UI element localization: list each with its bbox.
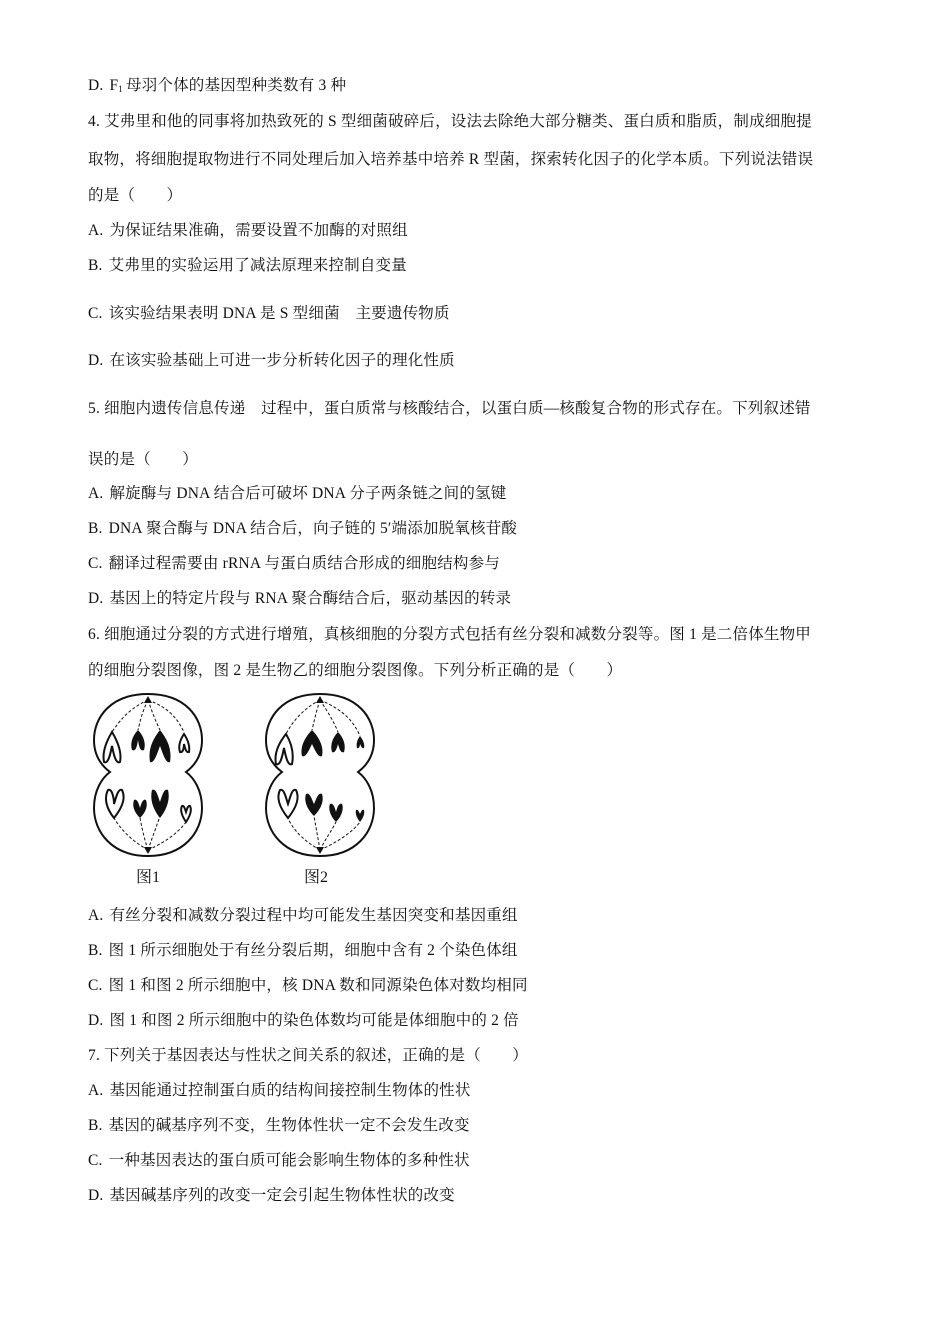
q5-stem-line-2: 误的是（ ）: [88, 451, 198, 468]
option-label: C.: [88, 555, 103, 572]
q6-option-b: [88, 941, 518, 961]
figure-2-cell-diagram: [260, 690, 380, 862]
q4-option-c: [88, 304, 450, 324]
q4-option-d: [88, 351, 455, 371]
option-text: 基因的碱基序列不变，生物体性状一定不会发生改变: [108, 1117, 470, 1134]
q7-option-b: [88, 1116, 470, 1136]
q6-stem-line-1: 6. 细胞通过分裂的方式进行增殖，真核细胞的分裂方式包括有丝分裂和减数分裂等。图 1 是二倍体生物甲: [88, 626, 812, 643]
q5-option-c: [88, 554, 500, 574]
option-text: 该实验结果表明 DNA 是 S 型细菌 主要遗传物质: [108, 305, 450, 322]
option-label: D.: [88, 1012, 104, 1029]
option-label: B.: [88, 1117, 103, 1134]
option-text: 一种基因表达的蛋白质可能会影响生物体的多种性状: [108, 1152, 470, 1169]
option-label: C.: [88, 1152, 103, 1169]
q4-stem-line-3: 的是（ ）: [88, 187, 183, 204]
q7-option-c: [88, 1151, 470, 1171]
option-label: A.: [88, 1082, 104, 1099]
option-text: 基因碱基序列的改变一定会引起生物体性状的改变: [109, 1187, 455, 1204]
option-text: 图 1 和图 2 所示细胞中，核 DNA 数和同源染色体对数均相同: [108, 977, 528, 994]
q5-stem-line-1: 5. 细胞内遗传信息传递 过程中，蛋白质常与核酸结合，以蛋白质—核酸复合物的形式存在。下列叙述错: [88, 400, 811, 417]
f1-subscript: 1: [118, 84, 123, 94]
option-label: C.: [88, 305, 103, 322]
figure-1-cell-diagram: [90, 690, 206, 862]
q4-option-a: [88, 221, 408, 241]
option-label: D.: [88, 352, 104, 369]
option-text: 解旋酶与 DNA 结合后可破坏 DNA 分子两条链之间的氢键: [109, 485, 507, 502]
option-text: 在该实验基础上可进一步分析转化因子的理化性质: [109, 352, 455, 369]
option-label: D.: [88, 1187, 104, 1204]
q6-option-c: [88, 976, 528, 996]
option-label: D.: [88, 590, 104, 607]
f1-symbol: F: [109, 77, 119, 94]
q6-option-a: [88, 906, 518, 926]
option-text: 图 1 和图 2 所示细胞中的染色体数均可能是体细胞中的 2 倍: [109, 1012, 519, 1029]
option-label: B.: [88, 942, 103, 959]
option-label: B.: [88, 257, 103, 274]
q7-option-d: [88, 1186, 455, 1206]
option-label: C.: [88, 977, 103, 994]
q5-option-d: [88, 589, 511, 609]
option-label: A.: [88, 907, 104, 924]
cell-division-figure: [88, 690, 388, 890]
option-text: 翻译过程需要由 rRNA 与蛋白质结合形成的细胞结构参与: [108, 555, 501, 572]
option-text: DNA 聚合酶与 DNA 结合后，向子链的 5′端添加脱氧核苷酸: [108, 520, 518, 537]
q5-option-a: [88, 484, 506, 504]
option-text: 图 1 所示细胞处于有丝分裂后期，细胞中含有 2 个染色体组: [108, 942, 518, 959]
q7-option-a: [88, 1081, 471, 1101]
option-text: 基因上的特定片段与 RNA 聚合酶结合后，驱动基因的转录: [109, 590, 512, 607]
q6-option-d: [88, 1011, 519, 1031]
q3-option-d: [88, 76, 346, 99]
option-text: 基因能通过控制蛋白质的结构间接控制生物体的性状: [109, 1082, 471, 1099]
option-label: B.: [88, 520, 103, 537]
option-label: D.: [88, 77, 104, 94]
q4-stem-line-2: 取物，将细胞提取物进行不同处理后加入培养基中培养 R 型菌，探索转化因子的化学本质。下列说法错误: [88, 151, 814, 168]
q7-stem-line-1: 7. 下列关于基因表达与性状之间关系的叙述，正确的是（ ）: [88, 1047, 529, 1064]
option-text: 艾弗里的实验运用了减法原理来控制自变量: [108, 257, 407, 274]
option-label: A.: [88, 222, 104, 239]
q5-option-b: [88, 519, 517, 539]
option-text: 母羽个体的基因型种类数有 3 种: [126, 77, 347, 94]
q4-stem-line-1: 4. 艾弗里和他的同事将加热致死的 S 型细菌破碎后，设法去除绝大部分糖类、蛋白质和脂质，制成细胞提: [88, 113, 812, 130]
figure-2-caption: 图2: [304, 869, 329, 886]
option-text: 有丝分裂和减数分裂过程中均可能发生基因突变和基因重组: [109, 907, 518, 924]
q6-stem-line-2: 的细胞分裂图像，图 2 是生物乙的细胞分裂图像。下列分析正确的是（ ）: [88, 662, 623, 679]
option-text: 为保证结果准确，需要设置不加酶的对照组: [109, 222, 408, 239]
q4-option-b: [88, 256, 407, 276]
figure-1-caption: 图1: [136, 869, 161, 886]
option-label: A.: [88, 485, 104, 502]
